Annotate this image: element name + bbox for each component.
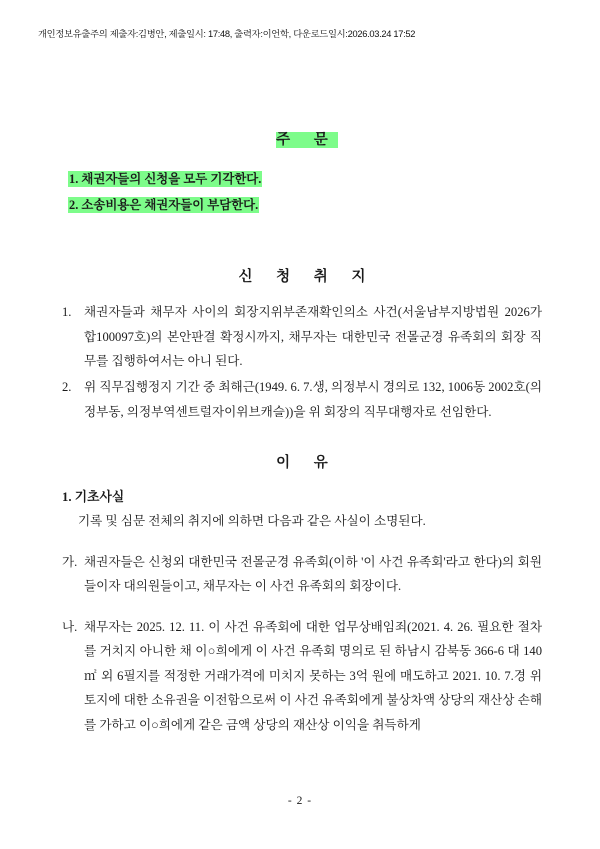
list-item — [62, 300, 542, 374]
jumun-list — [68, 167, 542, 217]
privacy-watermark-header: 개인정보유출주의 제출자:김병안, 제출일시: 17:48, 출력자:이언학, 다운로드일시:2026.03.24 17:52 — [38, 29, 416, 39]
paragraph-text: 채권자들은 신청외 대한민국 전몰군경 유족회(이하 '이 사건 유족회'라고 한다)의 회원들이자 대의원들이고, 채무자는 이 사건 유족회의 회장이다. — [84, 554, 542, 594]
paragraph-intro: 기록 및 심문 전체의 취지에 의하면 다음과 같은 사실이 소명된다. — [78, 514, 426, 529]
section-title-jumun — [62, 128, 542, 149]
list-text: 위 직무집행정지 기간 중 최해근(1949. 6. 7.생, 의정부시 경의로 132, 1006동 2002호(의정부동, 의정부역센트럴자이위브캐슬))을 위 회장의 직무대행자로 선임한다. — [84, 380, 542, 419]
jumun-title-text: 주 문 — [276, 132, 338, 148]
page-number-footer: - 2 - — [287, 795, 313, 807]
spacer — [62, 472, 542, 486]
spacer — [62, 601, 542, 615]
list-text: 채권자들과 채무자 사이의 회장지위부존재확인의소 사건(서울남부지방법원 2026가합100097호)의 본안판결 확정시까지, 채무자는 대한민국 전몰군경 유족회의 회장 직무를 집행하여서는 아니 된다. — [84, 305, 542, 369]
list-item — [62, 375, 542, 424]
list-item: 1. 채권자들의 신청을 모두 기각한다. — [69, 172, 262, 186]
paragraph-na — [62, 615, 542, 738]
paragraph-ga — [62, 550, 542, 599]
section-title-iyu: 이 유 — [276, 455, 338, 472]
sinchung-list — [62, 300, 542, 424]
subsection-heading-gicho-sasil: 1. 기초사실 — [62, 490, 125, 505]
section-title-sinchung-chwiji: 신 청 취 지 — [238, 269, 376, 286]
spacer — [62, 425, 542, 451]
list-item: 2. 소송비용은 채권자들이 부담한다. — [69, 198, 259, 213]
spacer — [62, 286, 542, 300]
list-marker: 2. — [62, 380, 72, 395]
spacer — [62, 536, 542, 550]
paragraph-marker: 가. — [62, 554, 78, 569]
list-marker: 1. — [62, 305, 72, 320]
paragraph-marker: 나. — [62, 619, 78, 634]
paragraph-text: 채무자는 2025. 12. 11. 이 사건 유족회에 대한 업무상배임죄(2021. 4. 26. 필요한 절차를 거치지 아니한 채 이○희에게 이 사건 유족회 명의로 된 하남시 감북동 366-6 대 140㎡ 외 6필지를 적정한 거래가격에 미치지 못하는 3억 원에 매도하고 2021. 10. 7.경 위 토지에 대한 소유권을 이전함으로써 이 사건 유족회에게 불상차액 상당의 재산상 손해를 가하고 이○희에게 같은 금액 상당의 재산상 이익을 취득하게 — [84, 619, 542, 732]
spacer — [62, 219, 542, 265]
document-body — [62, 128, 542, 739]
